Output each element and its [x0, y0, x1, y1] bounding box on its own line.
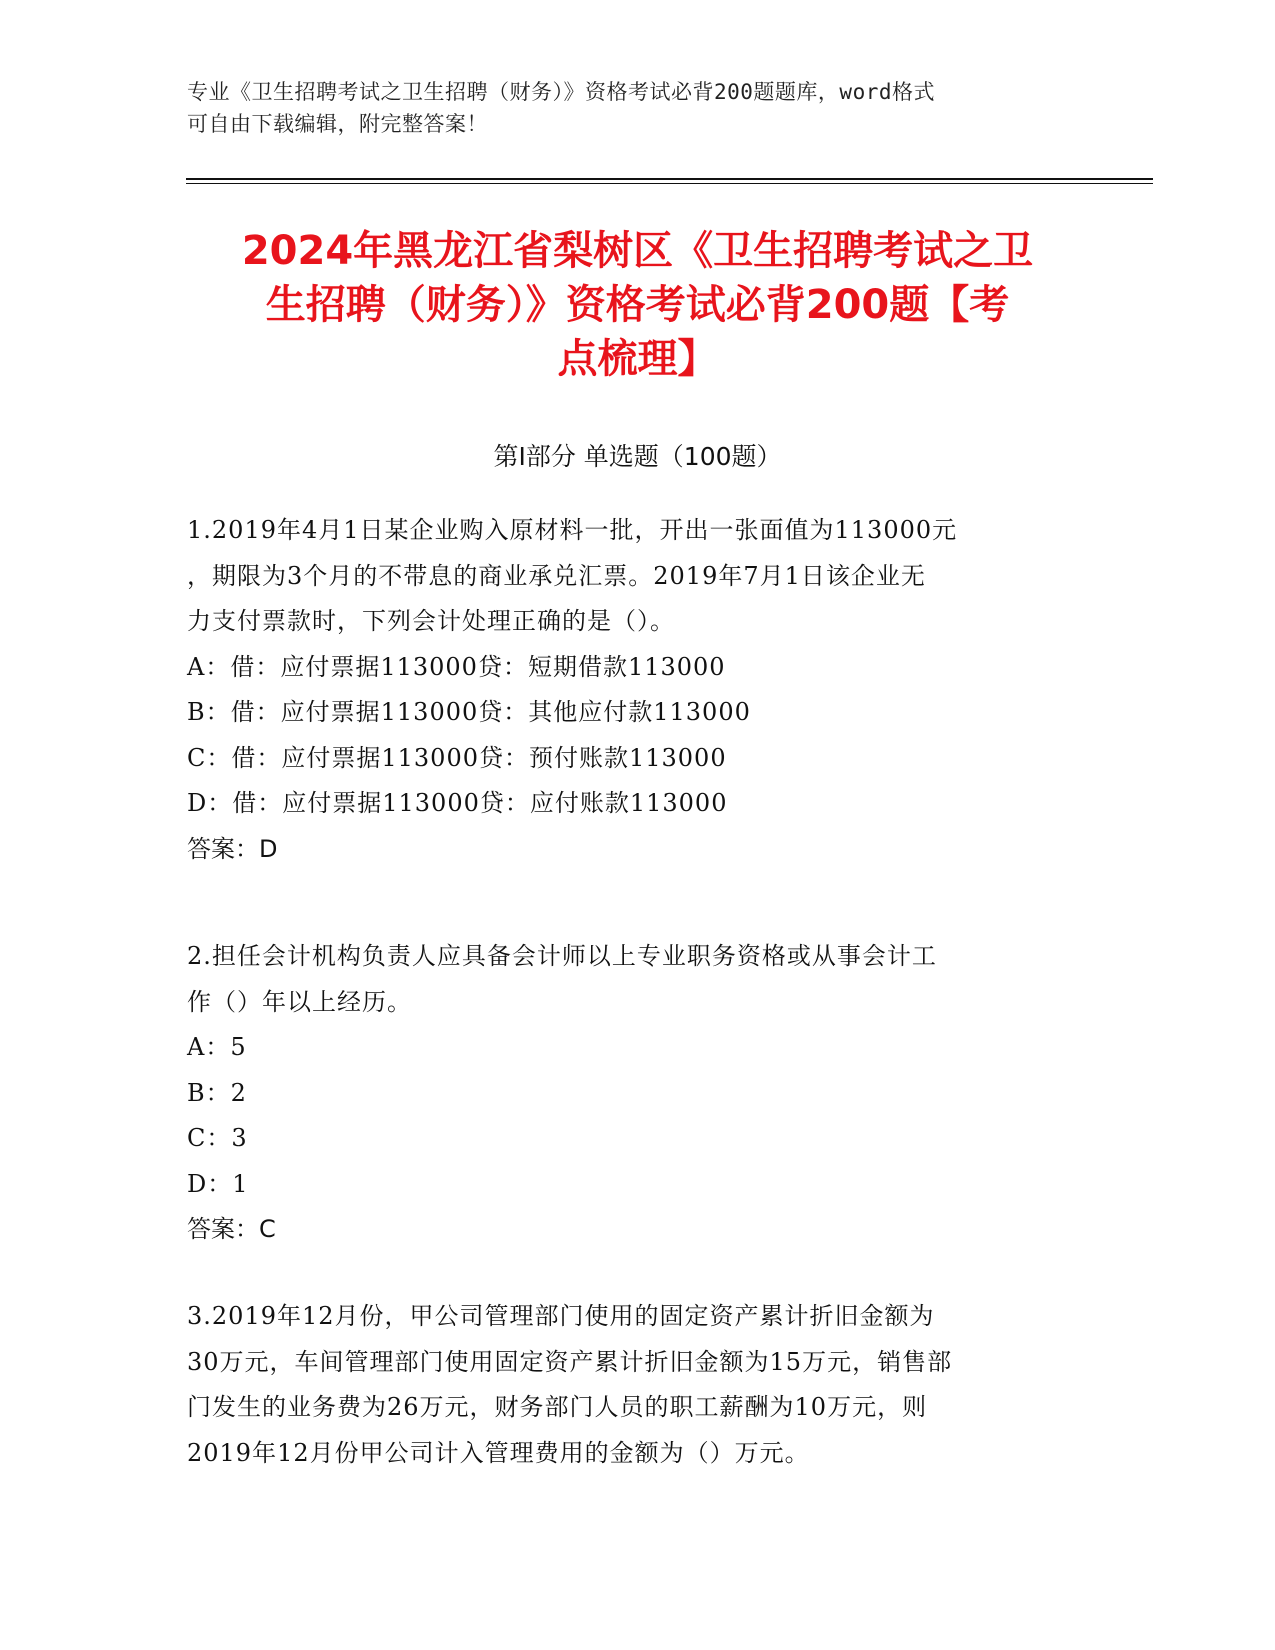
question-stem-line: 2019年12月份甲公司计入管理费用的金额为（）万元。 — [187, 1438, 810, 1467]
option-c: C：借：应付票据113000贷：预付账款113000 — [187, 743, 727, 772]
question-stem-line: 作（）年以上经历。 — [187, 987, 412, 1016]
answer: 答案：D — [187, 834, 278, 863]
answer: 答案：C — [187, 1215, 276, 1243]
option-c: C：3 — [187, 1124, 248, 1152]
header-note-line: 专业《卫生招聘考试之卫生招聘（财务）》资格考试必背200题题库，word格式 — [187, 80, 935, 104]
question-3 — [187, 1294, 1087, 1476]
question-stem-line: ，期限为3个月的不带息的商业承兑汇票。2019年7月1日该企业无 — [187, 561, 926, 590]
question-stem-line: 30万元，车间管理部门使用固定资产累计折旧金额为15万元，销售部 — [187, 1347, 953, 1376]
question-1 — [187, 508, 1087, 872]
section-title: 第Ⅰ部分 单选题（100题） — [493, 442, 782, 471]
option-b: B：借：应付票据113000贷：其他应付款113000 — [187, 698, 751, 726]
question-stem-line: 力支付票款时，下列会计处理正确的是（）。 — [187, 607, 675, 635]
title-line: 2024年黑龙江省梨树区《卫生招聘考试之卫 — [241, 228, 1034, 274]
option-d: D：借：应付票据113000贷：应付账款113000 — [187, 789, 728, 817]
question-stem-line: 门发生的业务费为26万元，财务部门人员的职工薪酬为10万元，则 — [187, 1393, 928, 1421]
question-2 — [187, 934, 1087, 1253]
option-b: B：2 — [187, 1078, 247, 1107]
header-note — [187, 76, 1067, 140]
document-title — [160, 224, 1115, 386]
question-stem-line: 3.2019年12月份，甲公司管理部门使用的固定资产累计折旧金额为 — [187, 1302, 935, 1330]
header-divider-thin — [186, 183, 1153, 184]
question-stem-line: 2.担任会计机构负责人应具备会计师以上专业职务资格或从事会计工 — [187, 942, 937, 970]
header-note-line: 可自由下载编辑，附完整答案！ — [187, 112, 488, 136]
header-divider — [186, 178, 1153, 180]
question-stem-line: 1.2019年4月1日某企业购入原材料一批，开出一张面值为113000元 — [187, 516, 958, 544]
option-d: D：1 — [187, 1169, 249, 1198]
option-a: A：5 — [187, 1033, 247, 1061]
title-line: 点梳理】 — [557, 336, 718, 382]
title-line: 生招聘（财务）》资格考试必背200题【考 — [265, 282, 1010, 328]
option-a: A：借：应付票据113000贷：短期借款113000 — [187, 652, 726, 681]
